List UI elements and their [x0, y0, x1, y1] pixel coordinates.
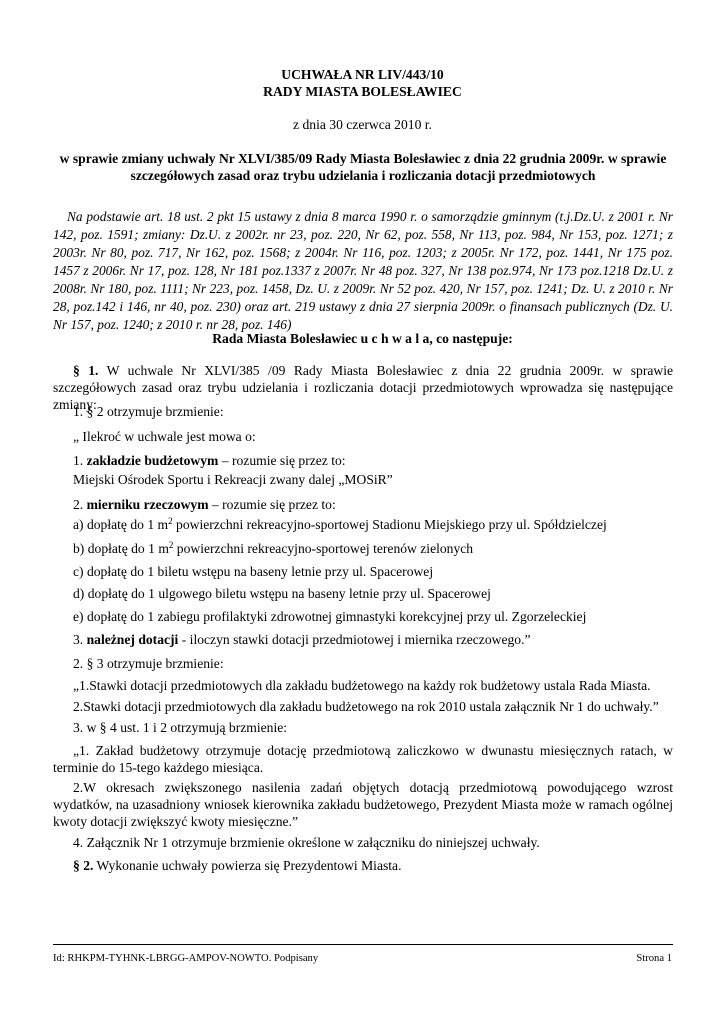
section-2 [73, 857, 402, 874]
list-item-b-pre: b) dopłatę do 1 m [73, 541, 169, 556]
section-1-mark: § 1. [73, 363, 99, 378]
section-1-intro-text: W uchwale Nr XLVI/385 /09 Rady Miasta Bolesławiec z dnia 22 grudnia 2009r. w sprawie szczegółowych zasad oraz trybu udzielania i rozliczania dotacji przedmiotowych wprowadza się następujące zmiany: [53, 363, 674, 412]
point-3-item-2: 2.W okresach zwiększonego nasilenia zadań objętych dotacją przedmiotową powodującego wzrost wydatków, na uzasadniony wniosek kierownika zakładu budżetowego, Prezydent Miasta może w ramach ogólnej kwoty dotacji zwiększyć kwoty miesięczne.” [53, 780, 673, 829]
title-line-2: RADY MIASTA BOLESŁAWIEC [263, 84, 462, 99]
point-2-item-1: „1.Stawki dotacji przedmiotowych dla zakładu budżetowego na każdy rok budżetowy ustala Rada Miasta. [73, 678, 651, 693]
list-item-a-post: powierzchni rekreacyjno-sportowej Stadionu Miejskiego przy ul. Spółdzielczej [172, 517, 607, 532]
list-item-b-sup: 2 [168, 540, 174, 550]
title-line-1: UCHWAŁA NR LIV/443/10 [281, 67, 444, 82]
definition-1 [73, 452, 346, 469]
quote-open: „ Ilekroć w uchwale jest mowa o: [73, 429, 256, 444]
point-4: 4. Załącznik Nr 1 otrzymuje brzmienie określone w załączniku do niniejszej uchwały. [73, 835, 540, 850]
point-3: 3. w § 4 ust. 1 i 2 otrzymują brzmienie: [73, 720, 288, 735]
resolution-date: z dnia 30 czerwca 2010 r. [293, 117, 432, 132]
definition-2 [73, 496, 336, 513]
definition-2-term: mierniku rzeczowym [86, 497, 209, 512]
footer-divider [53, 944, 673, 945]
point-1: 1. § 2 otrzymuje brzmienie: [73, 404, 224, 419]
section-2-text: Wykonanie uchwały powierza się Prezydentowi Miasta. [93, 858, 402, 873]
definition-1-term: zakładzie budżetowym [86, 453, 219, 468]
resolution-title [0, 66, 725, 100]
list-item-a-pre: a) dopłatę do 1 m [73, 517, 169, 532]
footer-document-id: Id: RHKPM-TYHNK-LBRGG-AMPOV-NOWTO. Podpisany [53, 953, 319, 964]
list-item-e: e) dopłatę do 1 zabiegu profilaktyki zdrowotnej gimnastyki korekcyjnej przy ul. Zgorzeleckiej [73, 609, 587, 624]
list-item-d: d) dopłatę do 1 ulgowego biletu wstępu na baseny letnie przy ul. Spacerowej [73, 586, 491, 601]
resolution-subject: w sprawie zmiany uchwały Nr XLVI/385/09 Rady Miasta Bolesławiec z dnia 22 grudnia 2009r. w sprawie szczegółowych zasad oraz trybu udzielania i rozliczania dotacji przedmiotowych [59, 151, 667, 183]
definition-3 [73, 631, 531, 648]
footer-page-number: Strona 1 [636, 953, 672, 964]
definition-2-number: 2. [73, 497, 87, 512]
point-2: 2. § 3 otrzymuje brzmienie: [73, 656, 224, 671]
definition-2-rest: – rozumie się przez to: [208, 497, 336, 512]
list-item-b [73, 540, 473, 557]
definition-3-number: 3. [73, 632, 87, 647]
definition-1-rest: – rozumie się przez to: [218, 453, 346, 468]
section-2-mark: § 2. [73, 858, 94, 873]
point-3-item-1: „1. Zakład budżetowy otrzymuje dotację przedmiotową zaliczkowo w dwunastu miesięcznych ratach, w terminie do 15-tego każdego miesiąca. [53, 743, 673, 775]
definition-1-value: Miejski Ośrodek Sportu i Rekreacji zwany dalej „MOSiR” [73, 472, 393, 487]
list-item-c: c) dopłatę do 1 biletu wstępu na baseny letnie przy ul. Spacerowej [73, 564, 434, 579]
definition-3-rest: - iloczyn stawki dotacji przedmiotowej i miernika rzeczowego.” [178, 632, 531, 647]
list-item-a [73, 516, 607, 533]
legal-basis: Na podstawie art. 18 ust. 2 pkt 15 ustawy z dnia 8 marca 1990 r. o samorządzie gminnym (t.j.Dz.U. z 2001 r. Nr 142, poz. 1591; zmiany: Dz.U. z 2002r. nr 23, poz. 220, Nr 62, poz. 558, Nr 113, poz. 984, Nr 153, poz. 1271; z 2003r. Nr 80, poz. 717, Nr 162, poz. 1568; z 2004r. Nr 116, poz. 1203; z 2005r. Nr 172, poz. 1441, Nr 175 poz. 1457 z 2006r. Nr 17, poz. 128, Nr 181 poz.1337 z 2007r. Nr 48 poz. 327, Nr 138 poz.974, Nr 173 poz.1218 Dz.U. z 2008r. Nr 180, poz. 1111; Nr 223, poz. 1458, Dz. U. z 2009r. Nr 52 poz. 420, Nr 157, poz. 1241; Dz. U. z 2010 r. Nr 28, poz.142 i 146, nr 40, poz. 230) oraz art. 219 ustawy z dnia 27 sierpnia 2009r. o finansach publicznych (Dz. U. Nr 157, poz. 1240; z 2010 r. nr 28, poz. 146) [53, 209, 673, 332]
point-2-item-2: 2.Stawki dotacji przedmiotowych dla zakładu budżetowego na rok 2010 ustala załącznik Nr 1 do uchwały.” [73, 699, 659, 714]
definition-3-term: należnej dotacji [86, 632, 179, 647]
list-item-a-sup: 2 [168, 516, 173, 526]
definition-1-number: 1. [73, 453, 87, 468]
list-item-b-post: powierzchni rekreacyjno-sportowej terenów zielonych [173, 541, 474, 556]
resolution-statement: Rada Miasta Bolesławiec u c h w a l a, co następuje: [212, 331, 513, 346]
